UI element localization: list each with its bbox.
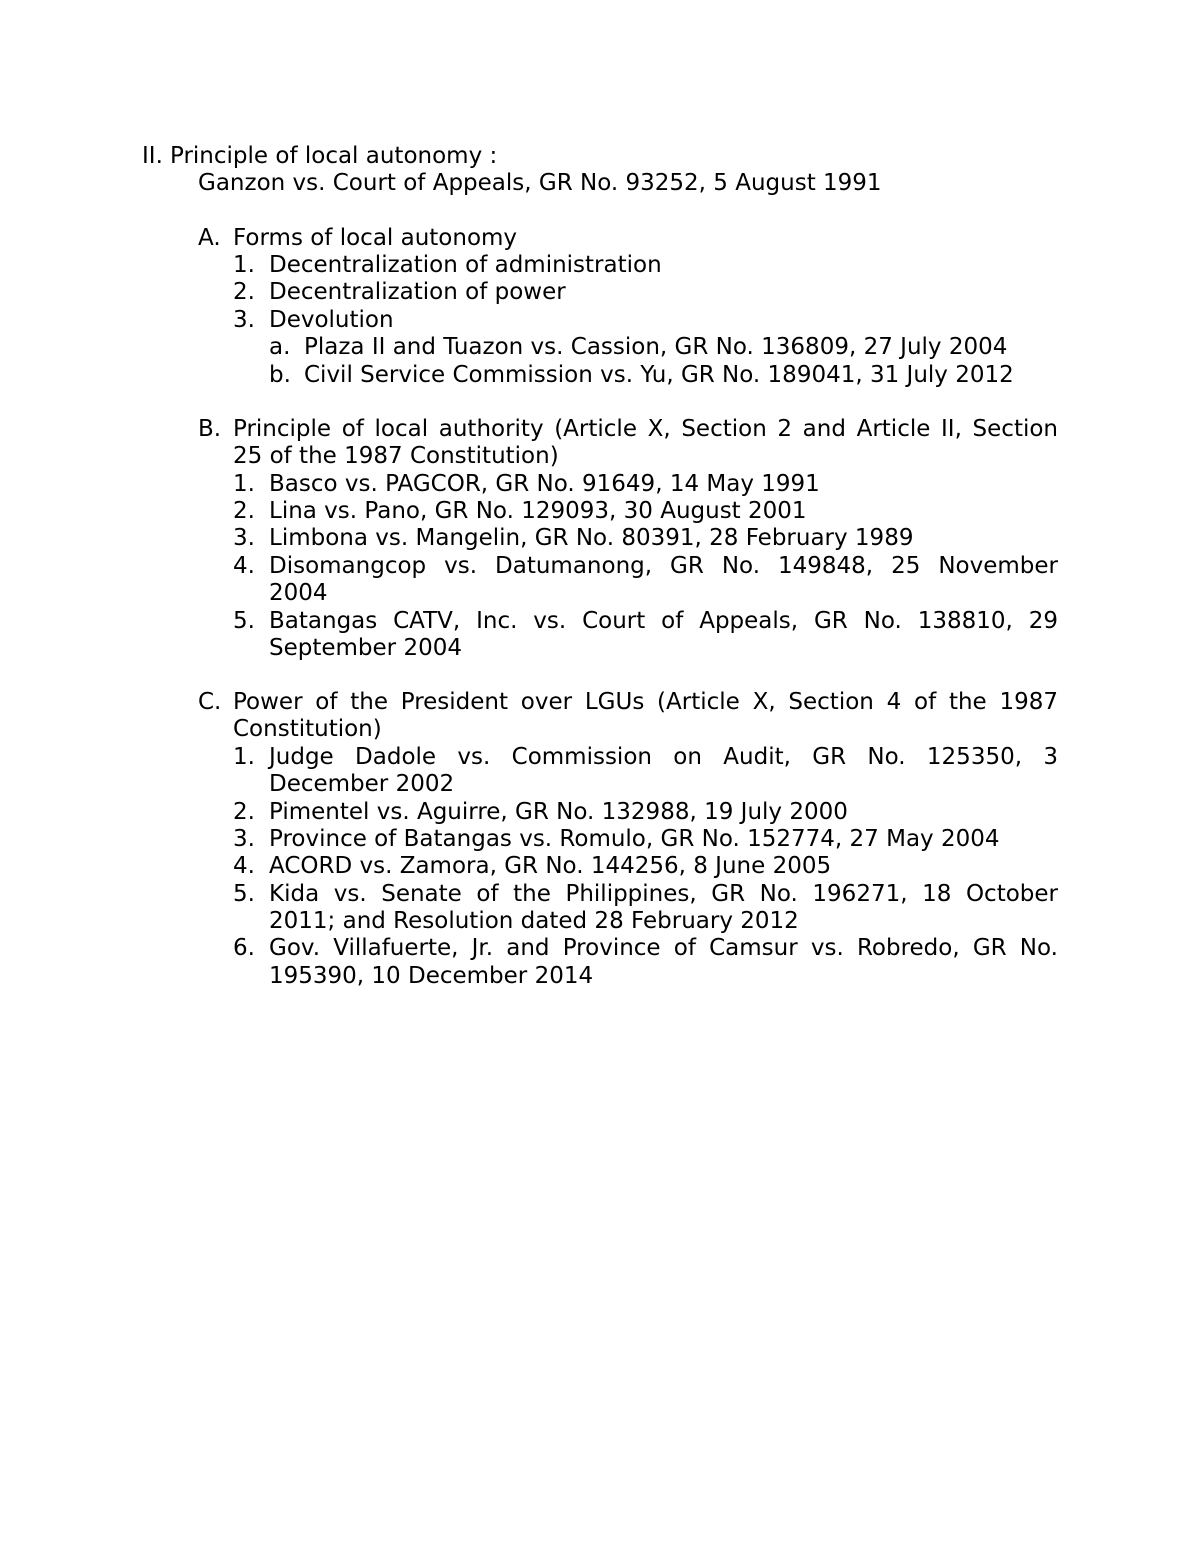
heading-number: II. xyxy=(142,143,163,169)
subitem-letter: b. xyxy=(269,362,291,388)
item-text: Pimentel vs. Aguirre, GR No. 132988, 19 July 2000 xyxy=(269,799,848,825)
item-number: 1. xyxy=(233,471,255,497)
item-text-cont: December 2002 xyxy=(269,771,455,797)
item-text: ACORD vs. Zamora, GR No. 144256, 8 June 2005 xyxy=(269,853,832,879)
item-number: 1. xyxy=(233,744,255,770)
item-number: 4. xyxy=(233,553,255,579)
item-number: 5. xyxy=(233,608,255,634)
item-text-cont: September 2004 xyxy=(269,635,462,661)
section-letter: B. xyxy=(198,416,222,442)
item-text: Kida vs. Senate of the Philippines, GR No. 196271, 18 October xyxy=(269,881,1058,907)
heading-title: Principle of local autonomy : xyxy=(170,143,498,169)
section-title: Forms of local autonomy xyxy=(233,225,518,251)
section-title-line: Constitution) xyxy=(233,716,382,742)
item-text: Basco vs. PAGCOR, GR No. 91649, 14 May 1991 xyxy=(269,471,820,497)
item-number: 2. xyxy=(233,799,255,825)
subitem-text: Plaza II and Tuazon vs. Cassion, GR No. 136809, 27 July 2004 xyxy=(304,334,1008,360)
item-text: Batangas CATV, Inc. vs. Court of Appeals, GR No. 138810, 29 xyxy=(269,608,1058,634)
item-text: Decentralization of power xyxy=(269,279,566,305)
subitem-letter: a. xyxy=(269,334,291,360)
item-number: 4. xyxy=(233,853,255,879)
section-title-line: 25 of the 1987 Constitution) xyxy=(233,443,559,469)
item-text-cont: 2011; and Resolution dated 28 February 2012 xyxy=(269,908,799,934)
item-number: 5. xyxy=(233,881,255,907)
section-letter: C. xyxy=(198,689,222,715)
item-text-cont: 2004 xyxy=(269,580,328,606)
item-number: 2. xyxy=(233,498,255,524)
item-number: 3. xyxy=(233,307,255,333)
item-text: Devolution xyxy=(269,307,394,333)
item-number: 6. xyxy=(233,935,255,961)
item-number: 1. xyxy=(233,252,255,278)
section-title-line: Power of the President over LGUs (Article X, Section 4 of the 1987 xyxy=(233,689,1058,715)
item-text-cont: 195390, 10 December 2014 xyxy=(269,963,594,989)
item-text: Province of Batangas vs. Romulo, GR No. 152774, 27 May 2004 xyxy=(269,826,1000,852)
item-text: Decentralization of administration xyxy=(269,252,662,278)
item-text: Disomangcop vs. Datumanong, GR No. 149848, 25 November xyxy=(269,553,1058,579)
item-text: Lina vs. Pano, GR No. 129093, 30 August 2001 xyxy=(269,498,807,524)
item-text: Gov. Villafuerte, Jr. and Province of Camsur vs. Robredo, GR No. xyxy=(269,935,1058,961)
section-title-line: Principle of local authority (Article X, Section 2 and Article II, Section xyxy=(233,416,1058,442)
section-letter: A. xyxy=(198,225,221,251)
subitem-text: Civil Service Commission vs. Yu, GR No. 189041, 31 July 2012 xyxy=(304,362,1014,388)
item-text: Judge Dadole vs. Commission on Audit, GR No. 125350, 3 xyxy=(269,744,1058,770)
item-number: 3. xyxy=(233,826,255,852)
item-text: Limbona vs. Mangelin, GR No. 80391, 28 February 1989 xyxy=(269,525,914,551)
item-number: 3. xyxy=(233,525,255,551)
case-citation: Ganzon vs. Court of Appeals, GR No. 93252, 5 August 1991 xyxy=(198,170,882,196)
item-number: 2. xyxy=(233,279,255,305)
